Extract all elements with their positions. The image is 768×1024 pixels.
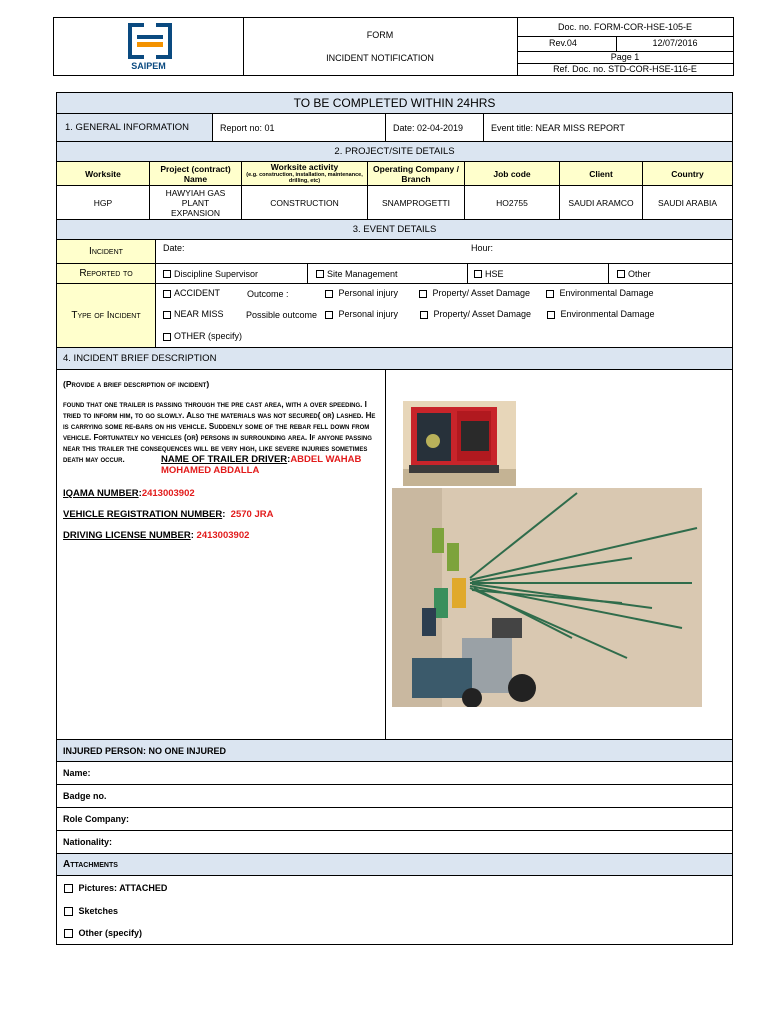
event-title: Event title: NEAR MISS REPORT [491, 122, 625, 133]
general-info-row [56, 114, 733, 142]
report-no: Report no: 01 [213, 114, 386, 141]
incident-date: Date: [163, 243, 185, 253]
jobcode-value: HO2755 [465, 186, 560, 219]
banner-text: TO BE COMPLETED WITHIN 24HRS [293, 96, 496, 110]
possible-environment[interactable]: Environmental Damage [547, 309, 655, 319]
possible-property[interactable]: Property/ Asset Damage [420, 309, 531, 319]
checkbox-icon[interactable] [325, 311, 333, 319]
col-country: Country [671, 168, 704, 179]
form-label: FORM [366, 30, 394, 40]
outcome-property[interactable]: Property/ Asset Damage [419, 288, 530, 298]
checkbox-icon[interactable] [420, 311, 428, 319]
general-info-heading: 1. GENERAL INFORMATION [57, 114, 213, 141]
outcome-label: Outcome : [247, 289, 289, 299]
col-jobcode: Job code [465, 162, 560, 185]
possible-injury[interactable]: Personal injury [325, 309, 398, 319]
attachments-heading: Attachments [56, 854, 733, 876]
worksite-value: HGP [57, 186, 150, 219]
description-instruction: (Provide a brief description of incident) [63, 379, 210, 389]
attachment-sketches[interactable]: Sketches [64, 906, 118, 916]
injured-heading: INJURED PERSON: NO ONE INJURED [56, 740, 733, 762]
possible-outcome-label: Possible outcome [246, 310, 318, 320]
page-number: Page 1 [517, 51, 734, 64]
truck-photo [403, 401, 516, 486]
col-activity: Worksite activity (e.g. construction, installation, maintenance, drilling, etc) [242, 162, 368, 185]
license-line: DRIVING LICENSE NUMBER: 2413003902 [63, 530, 250, 541]
checkbox-icon[interactable] [163, 270, 171, 278]
vehicle-line: VEHICLE REGISTRATION NUMBER: 2570 JRA [63, 509, 274, 520]
injured-nationality-row[interactable]: Nationality: [56, 831, 733, 854]
checkbox-icon[interactable] [546, 290, 554, 298]
reported-row [56, 264, 733, 284]
incident-hour: Hour: [471, 243, 494, 253]
reported-label: Reported to [57, 264, 156, 283]
checkbox-icon[interactable] [316, 270, 324, 278]
attachment-other[interactable]: Other (specify) [64, 928, 142, 938]
operating-value: SNAMPROGETTI [368, 186, 465, 219]
outcome-injury[interactable]: Personal injury [325, 288, 398, 298]
driver-line: NAME OF TRAILER DRIVER:ABDEL WAHAB MOHAMED ABDALLA [161, 454, 362, 476]
report-date: Date: 02-04-2019 [386, 114, 484, 141]
checkbox-icon[interactable] [64, 884, 73, 893]
reported-supervisor[interactable]: Discipline Supervisor [156, 264, 308, 283]
checkbox-icon[interactable] [64, 907, 73, 916]
client-value: SAUDI ARAMCO [560, 186, 643, 219]
injured-badge-row[interactable]: Badge no. [56, 785, 733, 808]
col-worksite: Worksite [57, 162, 150, 185]
description-text-area [57, 370, 386, 739]
ref-doc: Ref. Doc. no. STD-COR-HSE-116-E [517, 63, 734, 76]
doc-no: Doc. no. FORM-COR-HSE-105-E [517, 17, 734, 37]
rev: Rev.04 [517, 36, 617, 52]
checkbox-icon[interactable] [325, 290, 333, 298]
reported-site-management[interactable]: Site Management [308, 264, 468, 283]
col-project: Project (contract) Name [150, 162, 242, 185]
country-value: SAUDI ARABIA [657, 197, 718, 208]
form-title: INCIDENT NOTIFICATION [326, 53, 434, 63]
near-miss-option[interactable]: NEAR MISS [163, 309, 224, 319]
project-values-row [56, 186, 733, 220]
rev-date: 12/07/2016 [616, 36, 734, 52]
checkbox-icon[interactable] [163, 333, 171, 341]
type-label: Type of Incident [57, 284, 156, 347]
attachment-pictures[interactable]: Pictures: ATTACHED [64, 883, 167, 893]
description-body: found that one trailer is passing through the pre cast area, with a over speeding. I tried to inform him, to go slowly. Also the materials was not secured( or) lashed. He is carrying some re-bars on his vehicle. Suddenly some of the rebar fell down from vehicle. Fortunately no vehicles (or) persons in surrounding area. If anyone passing near this trailer the consequences will be very high, like severe injuries sometimes death may occur. [63, 400, 376, 464]
injured-name-row[interactable]: Name: [56, 762, 733, 785]
activity-value: CONSTRUCTION [242, 186, 368, 219]
rebar-photo [392, 488, 702, 707]
description-box [56, 370, 733, 740]
checkbox-icon[interactable] [547, 311, 555, 319]
form-title-cell [243, 17, 518, 76]
event-heading: 3. EVENT DETAILS [56, 220, 733, 240]
type-row [56, 284, 733, 348]
accident-option[interactable]: ACCIDENT [163, 288, 220, 298]
checkbox-icon[interactable] [64, 929, 73, 938]
col-operating: Operating Company / Branch [368, 162, 465, 185]
logo-cell [53, 17, 244, 76]
banner [56, 92, 733, 114]
project-heading: 2. PROJECT/SITE DETAILS [56, 142, 733, 162]
incident-label: Incident [57, 240, 156, 263]
col-client: Client [560, 162, 643, 185]
checkbox-icon[interactable] [617, 270, 625, 278]
description-heading: 4. INCIDENT BRIEF DESCRIPTION [56, 348, 733, 370]
iqama-line: IQAMA NUMBER:2413003902 [63, 488, 195, 499]
outcome-environment[interactable]: Environmental Damage [546, 288, 654, 298]
saipem-logo-icon [128, 23, 172, 59]
injured-role-row[interactable]: Role Company: [56, 808, 733, 831]
reported-hse[interactable]: HSE [468, 264, 609, 283]
other-option[interactable]: OTHER (specify) [163, 331, 242, 341]
checkbox-icon[interactable] [163, 311, 171, 319]
checkbox-icon[interactable] [419, 290, 427, 298]
checkbox-icon[interactable] [474, 270, 482, 278]
project-header-row [56, 162, 733, 186]
attachments-list [56, 876, 733, 945]
reported-other[interactable]: Other [609, 264, 732, 283]
logo-text: SAIPEM [131, 61, 166, 71]
incident-row [56, 240, 733, 264]
project-value: HAWYIAH GAS PLANT EXPANSION [150, 186, 242, 219]
checkbox-icon[interactable] [163, 290, 171, 298]
